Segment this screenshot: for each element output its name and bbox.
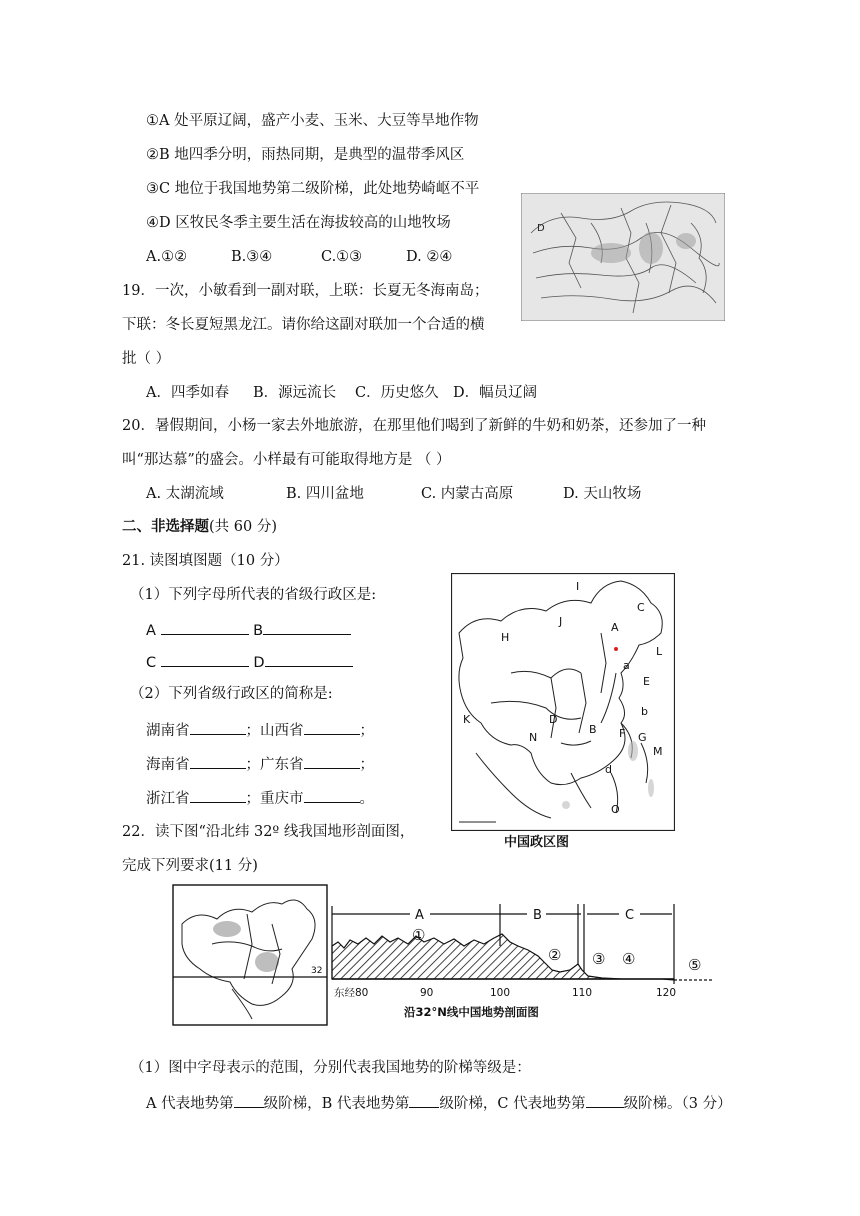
q19-choices: [146, 383, 537, 403]
q18-option-3: ③C 地位于我国地势第二级阶梯，此处地势崎岖不平: [146, 181, 480, 197]
tick-110: 110: [572, 987, 593, 999]
separator: ；: [359, 723, 374, 739]
map-letter-d: D: [549, 713, 558, 726]
answer-blank-hunan[interactable]: [190, 720, 246, 735]
map-letter-g: G: [638, 731, 647, 744]
terrain-profile-figure: [172, 884, 720, 1028]
q22-sub-1: （1）图中字母表示的范围，分别代表我国地势的阶梯等级是：: [130, 1060, 531, 1076]
q22-line-2: 完成下列要求(11 分): [122, 858, 258, 874]
answer-blank-b[interactable]: [263, 620, 351, 635]
q21-letter-row-2: [146, 652, 353, 673]
answer-blank-step-b[interactable]: [409, 1093, 439, 1108]
map-letter-a: A: [611, 621, 619, 634]
map-letter-m: M: [653, 745, 663, 758]
province-guangdong: ；广东省: [245, 757, 304, 773]
label-b: B: [253, 623, 264, 639]
answer-blank-step-a[interactable]: [234, 1093, 264, 1108]
answer-blank-guangdong[interactable]: [304, 754, 360, 769]
q21-abbrev-row-1: [146, 720, 374, 741]
map-letter-j: J: [559, 615, 563, 628]
map-letter-a-lower: a: [623, 659, 630, 672]
section-b-label: B: [533, 908, 542, 923]
q21-abbrev-row-3: [146, 788, 374, 809]
answer-blank-d[interactable]: [265, 652, 353, 667]
q19-line-1: 19．一次，小敏看到一副对联，上联：长夏无冬海南岛；: [122, 283, 489, 299]
section-c-label: C: [625, 908, 635, 923]
china-political-map-caption: 中国政区图: [504, 835, 570, 850]
label-a: A: [146, 623, 156, 639]
map-letter-k: K: [463, 713, 471, 726]
marker-5: ⑤: [688, 956, 702, 974]
q21-abbrev-row-2: [146, 754, 374, 775]
map-letter-e: E: [643, 675, 650, 688]
province-hainan: 海南省: [146, 757, 190, 773]
q22-line-1: 22．读下图“沿北纬 32º 线我国地形剖面图，: [122, 824, 415, 840]
answer-blank-chongqing[interactable]: [304, 788, 360, 803]
marker-4: ④: [622, 950, 636, 968]
q20-line-1: 20．暑假期间，小杨一家去外地旅游，在那里他们喝到了新鲜的牛奶和奶茶，还参加了一种: [122, 418, 706, 434]
q21-letter-row-1: [146, 620, 351, 641]
tick-100: 100: [490, 987, 511, 999]
choice-a[interactable]: A．四季如春: [146, 385, 229, 401]
map-letter-b: B: [589, 723, 597, 736]
q19-line-2: 下联：冬长夏短黑龙江。请你给这副对联加一个合适的横: [122, 317, 485, 333]
label-c: C: [146, 655, 157, 671]
choice-c[interactable]: C. 内蒙古高原: [421, 486, 514, 502]
choice-b[interactable]: B.③④: [231, 249, 273, 265]
answer-blank-shanxi[interactable]: [304, 720, 360, 735]
q22-answer-line: [146, 1093, 732, 1114]
map-letter-l: L: [656, 645, 663, 658]
choice-b[interactable]: B．源远流长: [253, 385, 337, 401]
tick-80: 东经80: [334, 987, 369, 999]
map-letter-i: I: [576, 580, 580, 593]
q18-option-2: ②B 地四季分明，雨热同期，是典型的温带季风区: [146, 147, 465, 163]
tick-90: 90: [420, 987, 434, 999]
choice-b[interactable]: B. 四川盆地: [286, 486, 364, 502]
china-political-map: [451, 573, 675, 831]
map-letter-c: C: [637, 601, 645, 614]
q18-option-1: ①A 处平原辽阔，盛产小麦、玉米、大豆等旱地作物: [146, 113, 479, 129]
tick-120: 120: [656, 987, 677, 999]
label-d: D: [253, 655, 265, 671]
marker-2: ②: [548, 946, 562, 964]
marker-3: ③: [592, 950, 606, 968]
step-c-text: 级阶梯，C 代表地势第: [439, 1096, 586, 1112]
step-b-text: 级阶梯，B 代表地势第: [263, 1096, 410, 1112]
choice-c[interactable]: C．历史悠久: [355, 385, 439, 401]
answer-blank-zhejiang[interactable]: [190, 788, 246, 803]
choice-c[interactable]: C.①③: [321, 249, 363, 265]
marker-1: ①: [412, 926, 426, 944]
separator: 。: [359, 791, 374, 807]
choice-d[interactable]: D. ②④: [406, 249, 453, 265]
map-letter-d-lower: d: [605, 763, 612, 776]
q20-line-2: 叫“那达慕”的盛会。小样最有可能取得地方是 （ ）: [122, 452, 451, 468]
q18-choices: [146, 247, 452, 267]
section-2-title: 二、非选择题: [122, 518, 209, 535]
q18-map-label-d: D: [537, 223, 545, 234]
answer-blank-a[interactable]: [161, 620, 249, 635]
choice-a[interactable]: A. 太湖流域: [146, 486, 224, 502]
q19-line-3: 批（ ）: [122, 351, 171, 367]
section-a-label: A: [415, 908, 424, 923]
section-2-score: (共 60 分): [209, 519, 277, 535]
map-letter-n: N: [529, 731, 538, 744]
choice-a[interactable]: A.①②: [146, 249, 188, 265]
q21-title: 21. 读图填图题（10 分）: [122, 553, 289, 569]
map-letter-h: H: [501, 631, 510, 644]
answer-blank-hainan[interactable]: [190, 754, 246, 769]
province-hunan: 湖南省: [146, 723, 190, 739]
step-a-text: A 代表地势第: [146, 1096, 234, 1112]
q18-option-4: ④D 区牧民冬季主要生活在海拔较高的山地牧场: [146, 215, 451, 231]
section-2-heading: [122, 517, 277, 537]
province-shanxi: ；山西省: [245, 723, 304, 739]
answer-blank-step-c[interactable]: [586, 1093, 624, 1108]
q21-sub-2: （2）下列省级行政区的简称是:: [130, 686, 333, 702]
province-zhejiang: 浙江省: [146, 791, 190, 807]
choice-d[interactable]: D．幅员辽阔: [453, 385, 538, 401]
map-letter-b-lower: b: [641, 705, 648, 718]
separator: ；: [359, 757, 374, 773]
answer-blank-c[interactable]: [161, 652, 249, 667]
step-end-text: 级阶梯。（3 分）: [623, 1096, 732, 1112]
q21-sub-1: （1）下列字母所代表的省级行政区是:: [130, 587, 377, 603]
lat-label: 32: [311, 966, 323, 976]
choice-d[interactable]: D. 天山牧场: [563, 486, 642, 502]
province-chongqing: ；重庆市: [245, 791, 304, 807]
q20-choices: [146, 484, 641, 504]
q18-map: [521, 193, 725, 321]
map-letter-o: O: [611, 803, 620, 816]
profile-caption: 沿32°N线中国地势剖面图: [404, 1005, 539, 1019]
map-letter-f: F: [619, 727, 626, 740]
